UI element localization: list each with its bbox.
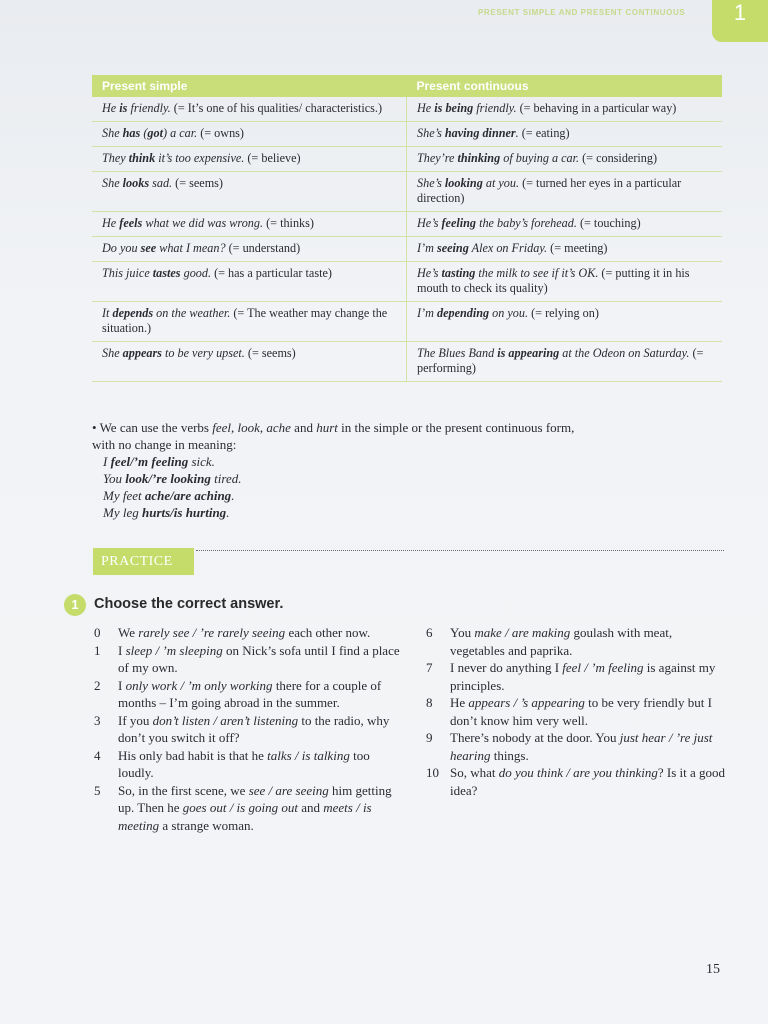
exercise-item (94, 782, 404, 835)
exercise-item-text: If you don’t listen / aren’t listening to the radio, why don’t you switch it off? (118, 712, 390, 745)
present-continuous-cell: He is being friendly. (= behaving in a particular way) (407, 97, 723, 122)
table-row (92, 122, 722, 147)
exercise-items-right-column (426, 624, 726, 799)
exercise-item-text: I sleep / ’m sleeping on Nick’s sofa until I find a place of my own. (118, 642, 400, 675)
usage-note-text: • We can use the verbs feel, look, ache and hurt in the simple or the present continuous form, with no change in meaning: (92, 420, 575, 452)
present-continuous-cell: He’s tasting the milk to see if it’s OK. (= putting it in his mouth to check its quality) (407, 262, 723, 302)
exercise-item (426, 764, 726, 799)
section-title: PRESENT SIMPLE AND PRESENT CONTINUOUS (478, 8, 686, 17)
column-header-present-simple: Present simple (92, 75, 407, 97)
exercise-item (94, 642, 404, 677)
exercise-number-badge: 1 (64, 594, 86, 616)
practice-label: PRACTICE (93, 548, 194, 575)
exercise-item-text: He appears / ’s appearing to be very friendly but I don’t know him very well. (450, 695, 712, 728)
exercise-item-number: 0 (94, 625, 101, 640)
exercise-item-text: I only work / ’m only working there for a couple of months – I’m going abroad in the summer. (118, 677, 382, 710)
exercise-item (94, 747, 404, 782)
usage-note-examples (92, 453, 592, 521)
present-simple-cell: She looks sad. (= seems) (92, 172, 407, 212)
page-number: 15 (706, 962, 720, 977)
present-continuous-cell: The Blues Band is appearing at the Odeon on Saturday. (= performing) (407, 342, 723, 382)
exercise-item-number: 1 (94, 642, 101, 658)
present-simple-cell: He is friendly. (= It’s one of his qualities/ characteristics.) (92, 97, 407, 122)
exercise-item (426, 694, 726, 729)
usage-example: You look/’re looking tired. (103, 471, 242, 486)
present-simple-cell: It depends on the weather. (= The weather may change the situation.) (92, 302, 407, 342)
exercise-item-text: So, in the first scene, we see / are seeing him getting up. Then he goes out / is going out and meets / is meeting a strange woman. (118, 782, 392, 833)
grammar-table (92, 75, 722, 382)
exercise-title: Choose the correct answer. (94, 596, 284, 612)
present-simple-cell: She has (got) a car. (= owns) (92, 122, 407, 147)
exercise-item (94, 677, 404, 712)
present-continuous-cell: She’s looking at you. (= turned her eyes in a particular direction) (407, 172, 723, 212)
present-simple-cell: He feels what we did was wrong. (= thinks) (92, 212, 407, 237)
exercise-item-text: You make / are making goulash with meat, vegetables and paprika. (450, 625, 673, 658)
table-row (92, 237, 722, 262)
table-row (92, 262, 722, 302)
table-row (92, 172, 722, 212)
exercise-item (426, 659, 726, 694)
unit-tab: 1 (712, 0, 768, 42)
exercise-item (426, 624, 726, 659)
exercise-item-number: 4 (94, 747, 101, 763)
table-row (92, 342, 722, 382)
column-header-present-continuous: Present continuous (407, 75, 723, 97)
exercise-item-text: We rarely see / ’re rarely seeing each other now. (118, 625, 371, 640)
exercise-item-text: His only bad habit is that he talks / is talking too loudly. (118, 747, 370, 780)
table-body (92, 97, 722, 382)
exercise-item (426, 729, 726, 764)
usage-note (92, 419, 592, 521)
exercise-item-text: There’s nobody at the door. You just hear / ’re just hearing things. (450, 730, 713, 763)
exercise-item-text: So, what do you think / are you thinking? Is it a good idea? (450, 765, 726, 798)
table-row (92, 212, 722, 237)
exercise-item (94, 712, 404, 747)
table-row (92, 302, 722, 342)
usage-example: My leg hurts/is hurting. (103, 505, 230, 520)
present-continuous-cell: She’s having dinner. (= eating) (407, 122, 723, 147)
exercise-item-text: I never do anything I feel / ’m feeling is against my principles. (450, 660, 716, 693)
dotted-divider (196, 550, 724, 551)
exercise-item-number: 5 (94, 782, 101, 798)
exercise-item-number: 3 (94, 712, 101, 728)
exercise-item-number: 2 (94, 677, 101, 693)
exercise-item-number: 6 (426, 625, 433, 640)
present-continuous-cell: I’m depending on you. (= relying on) (407, 302, 723, 342)
exercise-item (94, 624, 404, 642)
exercise-item-number: 10 (426, 765, 439, 780)
present-simple-cell: They think it’s too expensive. (= believe) (92, 147, 407, 172)
exercise-item-number: 8 (426, 695, 433, 710)
exercise-item-number: 9 (426, 730, 433, 745)
usage-example: I feel/’m feeling sick. (103, 454, 215, 469)
present-continuous-cell: I’m seeing Alex on Friday. (= meeting) (407, 237, 723, 262)
exercise-item-number: 7 (426, 660, 433, 675)
table-row (92, 97, 722, 122)
present-simple-cell: She appears to be very upset. (= seems) (92, 342, 407, 382)
present-continuous-cell: He’s feeling the baby’s forehead. (= touching) (407, 212, 723, 237)
present-continuous-cell: They’re thinking of buying a car. (= considering) (407, 147, 723, 172)
table-header-row (92, 75, 722, 97)
table-row (92, 147, 722, 172)
exercise-items-left-column (94, 624, 404, 834)
present-simple-cell: This juice tastes good. (= has a particular taste) (92, 262, 407, 302)
usage-example: My feet ache/are aching. (103, 488, 235, 503)
present-simple-cell: Do you see what I mean? (= understand) (92, 237, 407, 262)
